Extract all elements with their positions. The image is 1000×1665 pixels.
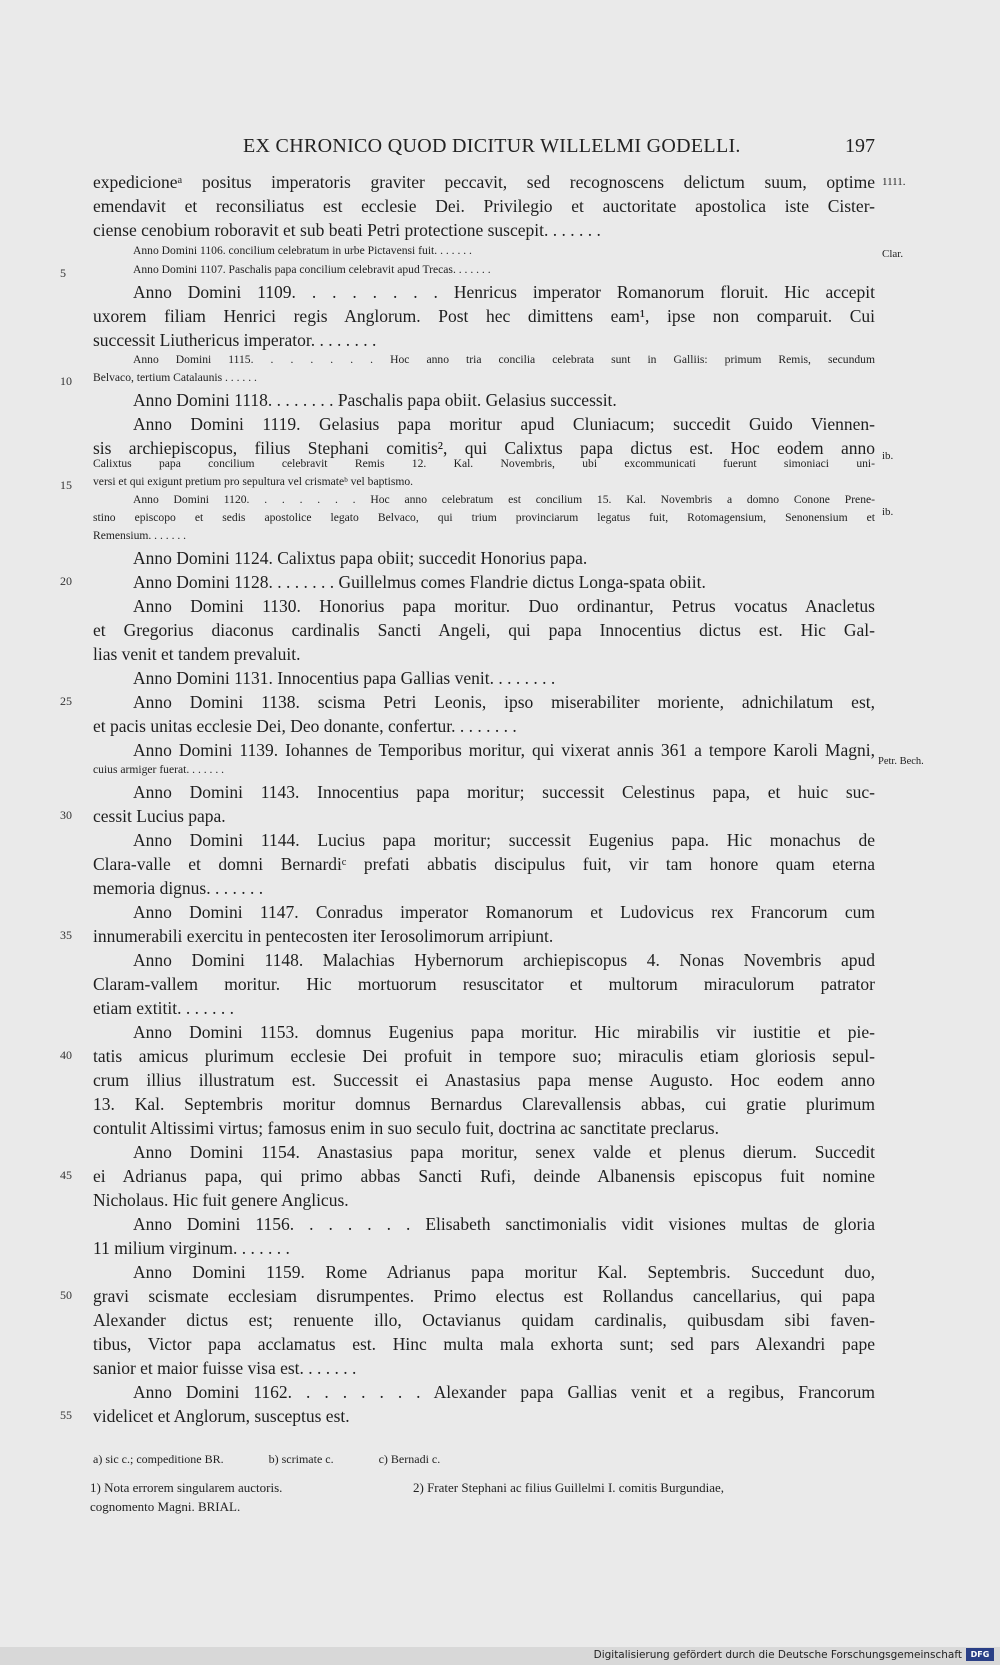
text-line: Anno Domini 1138. scisma Petri Leonis, ipso miserabiliter moriente, adnichilatum est,	[133, 692, 875, 712]
text-line: Anno Domini 1128. . . . . . . . Guillelmus comes Flandrie dictus Longa-spata obiit.	[133, 572, 706, 592]
margin-note: 1111.	[882, 176, 906, 188]
text-line: expedicioneᵃ positus imperatoris graviter peccavit, sed recognoscens delictum suum, optime	[93, 172, 875, 192]
page-number: 197	[845, 135, 875, 157]
text-line: Calixtus papa concilium celebravit Remis 12. Kal. Novembris, ubi excommunicati fuerunt simoniaci uni-	[93, 457, 875, 470]
text-line: Anno Domini 1148. Malachias Hybernorum archiepiscopus 4. Nonas Novembris apud	[133, 950, 875, 970]
line-number: 20	[60, 574, 72, 588]
text-line: Anno Domini 1119. Gelasius papa moritur apud Cluniacum; succedit Guido Viennen-	[133, 414, 875, 434]
text-line: et Gregorius diaconus cardinalis Sancti Angeli, qui papa Innocentius dictus est. Hic Gal-	[93, 620, 875, 640]
text-line: Belvaco, tertium Catalaunis . . . . . .	[93, 371, 257, 384]
text-line: Anno Domini 1159. Rome Adrianus papa moritur Kal. Septembris. Succedunt duo,	[133, 1262, 875, 1282]
text-line: successit Liuthericus imperator. . . . . . . .	[93, 330, 377, 350]
running-head: EX CHRONICO QUOD DICITUR WILLELMI GODELLI.	[243, 135, 741, 157]
text-line: contulit Altissimi virtus; famosus enim in suo seculo fuit, doctrina ac sanctitate preclarus.	[93, 1118, 719, 1138]
text-line: stino episcopo et sedis apostolice legato Belvaco, qui trium provinciarum legatus fuit, Rotomagensium, Senonensium et	[93, 511, 875, 524]
text-line: Anno Domini 1139. Iohannes de Temporibus moritur, qui vixerat annis 361 a tempore Karoli Magni,	[133, 740, 875, 760]
text-line: Anno Domini 1143. Innocentius papa moritur; successit Celestinus papa, et huic suc-	[133, 782, 875, 802]
text-line: Anno Domini 1107. Paschalis papa concilium celebravit apud Trecas. . . . . . .	[133, 263, 491, 276]
text-line: Anno Domini 1131. Innocentius papa Gallias venit. . . . . . . .	[133, 668, 556, 688]
footnote-1: 1) Nota errorem singularem auctoris.	[90, 1480, 283, 1495]
line-number: 15	[60, 478, 72, 492]
text-line: memoria dignus. . . . . . .	[93, 878, 264, 898]
line-number: 30	[60, 808, 72, 822]
margin-note: Petr. Bech.	[878, 756, 924, 767]
text-line: cuius armiger fuerat. . . . . . .	[93, 763, 225, 776]
line-number: 25	[60, 694, 72, 708]
text-line: Remensium. . . . . . .	[93, 529, 187, 542]
line-number: 40	[60, 1048, 72, 1062]
text-line: 11 milium virginum. . . . . . .	[93, 1238, 290, 1258]
footer-credit: Digitalisierung gefördert durch die Deutsche Forschungsgemeinschaft	[593, 1649, 962, 1661]
text-line: Anno Domini 1154. Anastasius papa moritur, senex valde et plenus dierum. Succedit	[133, 1142, 875, 1162]
text-line: sanior et maior fuisse visa est. . . . . . .	[93, 1358, 357, 1378]
text-line: ei Adrianus papa, qui primo abbas Sancti Rufi, deinde Albanensis episcopus fuit nomine	[93, 1166, 875, 1186]
footnote-a: a) sic c.; compeditione BR.	[93, 1452, 224, 1466]
margin-note: ib.	[882, 506, 894, 518]
text-line: Anno Domini 1115. . . . . . . Hoc anno tria concilia celebrata sunt in Galliis: primum Remis, secundum	[133, 353, 875, 366]
text-line: Anno Domini 1147. Conradus imperator Romanorum et Ludovicus rex Francorum cum	[133, 902, 875, 922]
text-line: emendavit et reconsiliatus est ecclesie Dei. Privilegio et auctoritate apostolica iste Cister-	[93, 196, 875, 216]
text-line: Anno Domini 1124. Calixtus papa obiit; succedit Honorius papa.	[133, 548, 588, 568]
footnote-c: c) Bernadi c.	[378, 1452, 441, 1466]
text-line: 13. Kal. Septembris moritur domnus Bernardus Clarevallensis abbas, cui gratie plurimum	[93, 1094, 875, 1114]
margin-note: ib.	[882, 450, 894, 462]
footnote-2-continued: cognomento Magni. BRIAL.	[90, 1499, 241, 1514]
text-line: etiam extitit. . . . . . .	[93, 998, 234, 1018]
line-number: 50	[60, 1288, 72, 1302]
line-number: 55	[60, 1408, 72, 1422]
text-line: Anno Domini 1109. . . . . . . . Henricus imperator Romanorum floruit. Hic accepit	[133, 282, 875, 302]
text-line: Nicholaus. Hic fuit genere Anglicus.	[93, 1190, 349, 1210]
line-number: 35	[60, 928, 72, 942]
footnote-b: b) scrimate c.	[268, 1452, 334, 1466]
text-line: Anno Domini 1144. Lucius papa moritur; successit Eugenius papa. Hic monachus de	[133, 830, 875, 850]
footnote-2: 2) Frater Stephani ac filius Guillelmi I. comitis Burgundiae,	[413, 1480, 724, 1495]
text-line: ciense cenobium roboravit et sub beati Petri protectione suscepit. . . . . . .	[93, 220, 601, 240]
text-line: sis archiepiscopus, filius Stephani comitis², qui Calixtus papa dictus est. Hoc eodem anno	[93, 438, 875, 458]
text-line: Anno Domini 1162. . . . . . . . Alexander papa Gallias venit et a regibus, Francorum	[133, 1382, 875, 1402]
text-line: Anno Domini 1118. . . . . . . . Paschalis papa obiit. Gelasius successit.	[133, 390, 617, 410]
text-line: Anno Domini 1130. Honorius papa moritur. Duo ordinantur, Petrus vocatus Anacletus	[133, 596, 875, 616]
text-line: gravi scismate ecclesiam disrumpentes. Primo electus est Rollandus cancellarius, qui papa	[93, 1286, 875, 1306]
line-number: 10	[60, 374, 72, 388]
text-line: Alexander dictus est; renuente illo, Octavianus quidam cardinalis, quibusdam sibi faven-	[93, 1310, 875, 1330]
text-line: uxorem filiam Henrici regis Anglorum. Post hec dimittens eam¹, ipse non comparuit. Cui	[93, 306, 875, 326]
text-line: Clara-valle et domni Bernardiᶜ prefati abbatis discipulus fuit, vir tam honore quam eterna	[93, 854, 875, 874]
text-line: innumerabili exercitu in pentecosten iter Ierosolimorum arripiunt.	[93, 926, 554, 946]
line-number: 45	[60, 1168, 72, 1182]
apparatus-footnotes	[93, 1452, 482, 1467]
line-number: 5	[60, 266, 66, 280]
text-line: Anno Domini 1156. . . . . . . Elisabeth sanctimonialis vidit visiones multas de gloria	[133, 1214, 875, 1234]
text-line: crum illius illustratum est. Successit ei Anastasius papa mense Augusto. Hoc eodem anno	[93, 1070, 875, 1090]
text-line: Anno Domini 1106. concilium celebratum in urbe Pictavensi fuit. . . . . . .	[133, 244, 472, 257]
text-line: tatis amicus plurimum ecclesie Dei profuit in tempore suo; miraculis etiam gloriosis sepul-	[93, 1046, 875, 1066]
text-line: Anno Domini 1120. . . . . . . Hoc anno celebratum est concilium 15. Kal. Novembris a domno Conone Prene-	[133, 493, 875, 506]
text-line: Claram-vallem moritur. Hic mortuorum resuscitator et multorum miraculorum patrator	[93, 974, 875, 994]
text-line: videlicet et Anglorum, susceptus est.	[93, 1406, 350, 1426]
text-line: versi et qui exigunt pretium pro sepultura vel crismateᵇ vel baptismo.	[93, 475, 414, 488]
margin-note: Clar.	[882, 248, 904, 260]
text-line: et pacis unitas ecclesie Dei, Deo donante, confertur. . . . . . . .	[93, 716, 517, 736]
text-line: Anno Domini 1153. domnus Eugenius papa moritur. Hic mirabilis vir iustitie et pie-	[133, 1022, 875, 1042]
text-line: lias venit et tandem prevaluit.	[93, 644, 301, 664]
text-line: cessit Lucius papa.	[93, 806, 226, 826]
text-line: tibus, Victor papa acclamatus est. Hinc multa mala exhorta sunt; sed pars Alexandri pape	[93, 1334, 875, 1354]
dfg-logo: DFG	[966, 1648, 994, 1661]
